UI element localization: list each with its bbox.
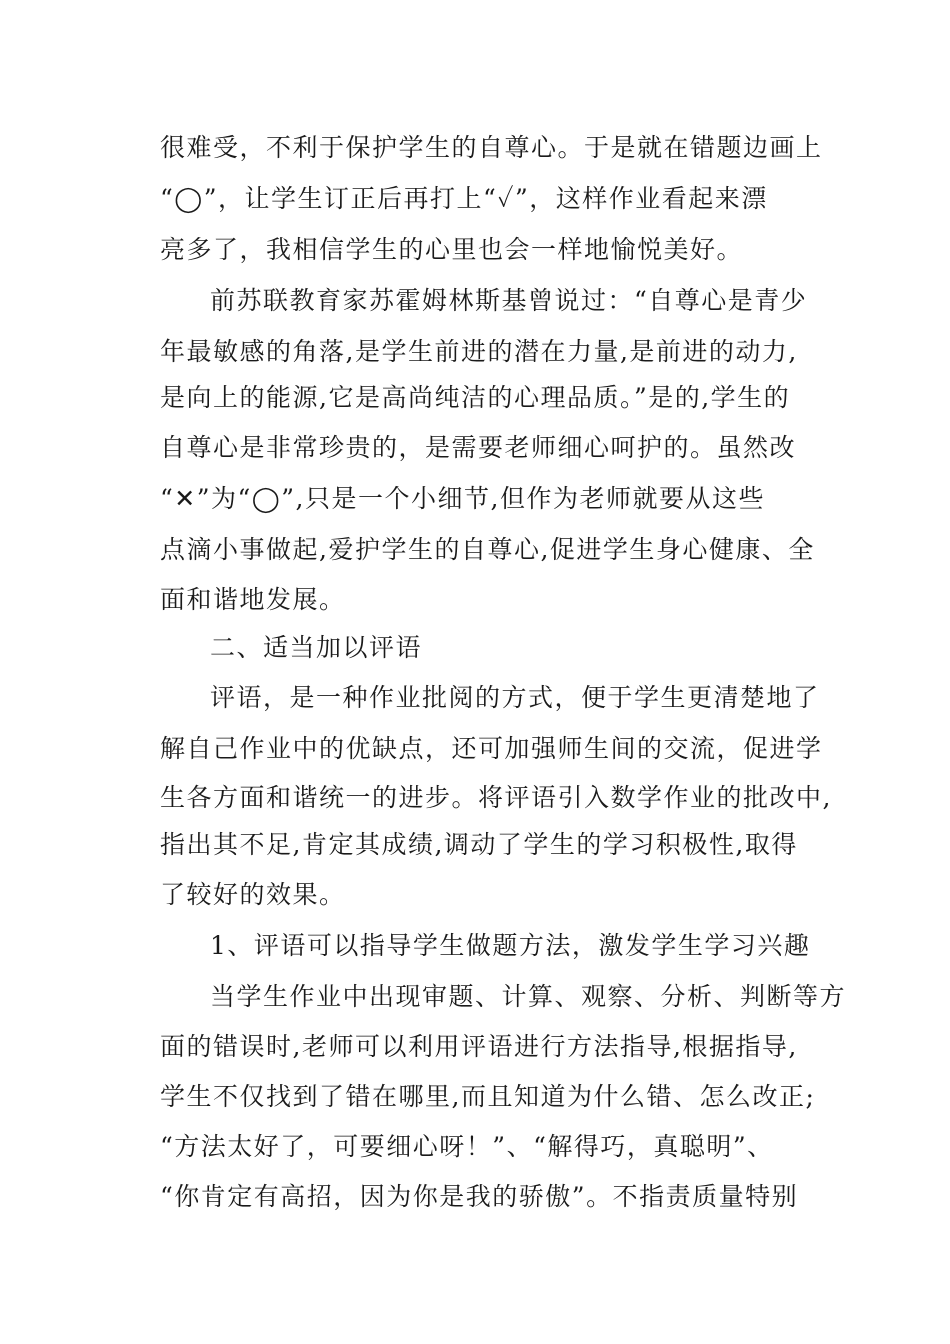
text-line: “✕”为“◯”,只是一个小细节,但作为老师就要从这些: [160, 484, 765, 513]
text-line: “你肯定有高招，因为你是我的骄傲”。不指责质量特别: [160, 1182, 799, 1211]
text-line: 面和谐地发展。: [160, 585, 346, 614]
text-line: 生各方面和谐统一的进步。将评语引入数学作业的批改中,: [160, 783, 832, 812]
text-line: 亮多了，我相信学生的心里也会一样地愉悦美好。: [160, 235, 744, 264]
text-line: 是向上的能源,它是高尚纯洁的心理品质。”是的,学生的: [160, 383, 791, 412]
text-line: 自尊心是非常珍贵的，是需要老师细心呵护的。虽然改: [160, 433, 797, 462]
text-line: 点滴小事做起,爱护学生的自尊心,促进学生身心健康、全: [160, 535, 815, 564]
text-line: 面的错误时,老师可以利用评语进行方法指导,根据指导,: [160, 1032, 798, 1061]
paragraph-first-line: 前苏联教育家苏霍姆林斯基曾说过：“自尊心是青少: [210, 286, 808, 315]
paragraph-first-line: 评语，是一种作业批阅的方式，便于学生更清楚地了: [210, 683, 820, 712]
text-line: 了较好的效果。: [160, 880, 346, 909]
text-line: “◯”，让学生订正后再打上“✓”，这样作业看起来漂: [160, 184, 768, 213]
paragraph-first-line: 当学生作业中出现审题、计算、观察、分析、判断等方: [210, 982, 847, 1011]
text-line: 指出其不足,肯定其成绩,调动了学生的学习积极性,取得: [160, 830, 798, 859]
text-line: 解自己作业中的优缺点，还可加强师生间的交流，促进学: [160, 734, 823, 763]
text-line: “方法太好了，可要细心呀！”、“解得巧，真聪明”、: [160, 1132, 774, 1161]
text-line: 年最敏感的角落,是学生前进的潜在力量,是前进的动力,: [160, 337, 798, 366]
text-line: 很难受，不利于保护学生的自尊心。于是就在错题边画上: [160, 133, 823, 162]
subsection-heading: 1、评语可以指导学生做题方法，激发学生学习兴趣: [210, 931, 811, 960]
section-heading: 二、适当加以评语: [210, 633, 423, 662]
text-line: 学生不仅找到了错在哪里,而且知道为什么错、怎么改正;: [160, 1082, 816, 1111]
